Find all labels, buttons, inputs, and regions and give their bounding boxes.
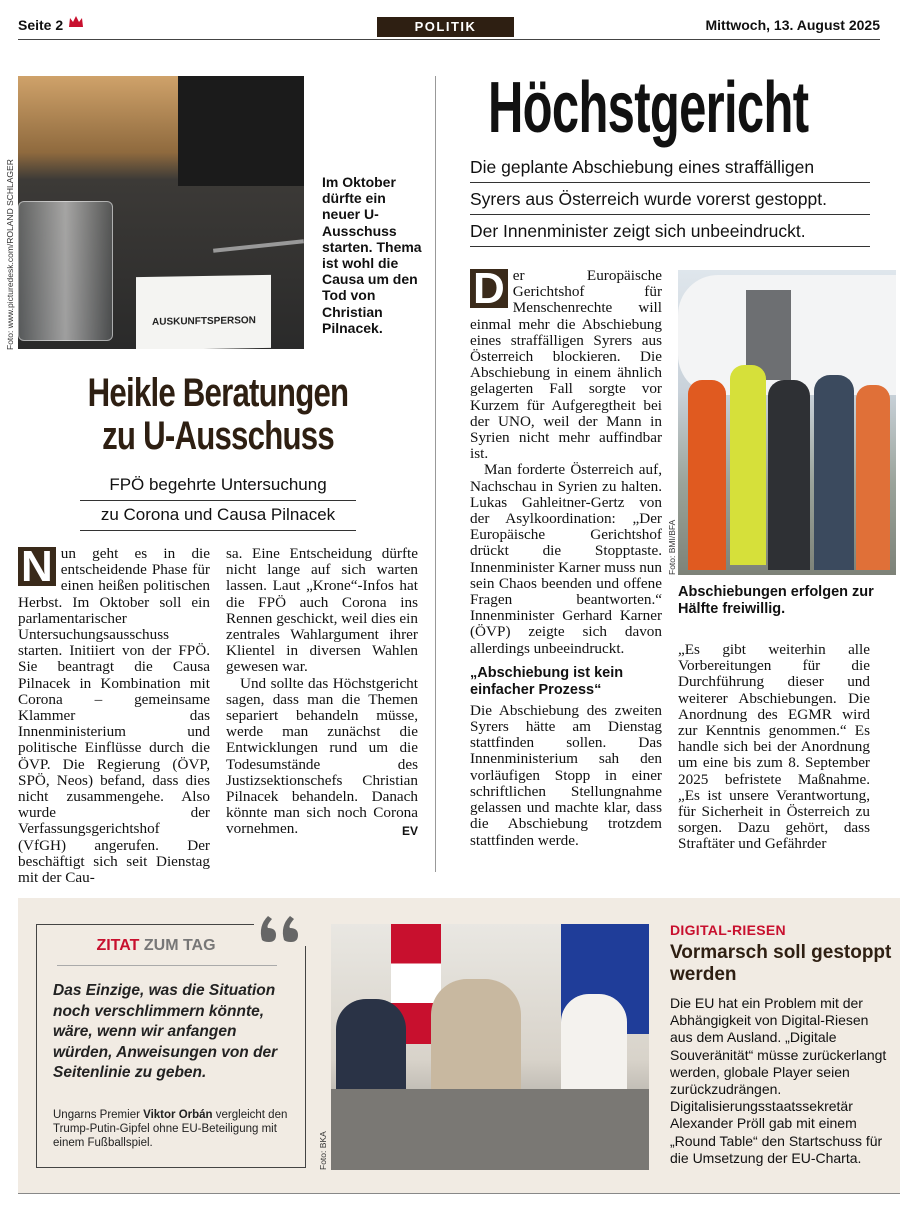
quote-label-gray: ZUM TAG <box>143 937 216 954</box>
left-article-col1 <box>18 542 210 887</box>
photo-person-3 <box>768 380 810 570</box>
photo-sign-text: AUSKUNFTSPERSON <box>152 315 256 328</box>
left-subheads <box>80 472 356 531</box>
right-col1-p1: er Europäische Gerichtshof für Menschenrechte will einmal mehr die Abschiebung eines straffälligen Syrers aus Österreich blockieren. Die Abschiebung in einem ähnlich gelagerten Fall sorgte vor Kurzem für Aufgeregtheit bei der UNO, weil der Mann in Syrien nicht mehr auffindbar ist. <box>470 267 662 463</box>
right-photo-credit: Foto: BMI/BFA <box>667 519 677 575</box>
photo-sign <box>136 275 271 349</box>
photo-person-4 <box>814 375 854 570</box>
left-col2-p2: Und sollte das Höchstgericht sagen, dass man die Themen separiert behandeln müsse, werde man zunächst die Entwicklungen rund um die Todesumstände des Justizsektionschefs Christian Pilnacek behandeln. Danach könnte man sich noch Corona vornehmen. <box>226 674 418 838</box>
right-article-col2 <box>678 642 870 853</box>
right-col1-p3: Die Abschiebung des zweiten Syrers hätte am Dienstag stattfinden sollen. Das Innenministerium sah den vorläufigen Stopp in einer schriftlichen Stellungnahme gelassen und machte klar, dass die Abschiebung trotzdem stattfinden werde. <box>470 701 662 849</box>
photo-table <box>331 1089 649 1170</box>
page-date: Mittwoch, 13. August 2025 <box>705 17 880 33</box>
photo-glass <box>18 201 113 341</box>
quote-text: Das Einzige, was die Situation noch verschlimmern könnte, wäre, wenn wir anfangen würden, Anweisungen von der Seitenlinie zu geben. <box>53 982 278 1081</box>
photo-window <box>178 76 304 186</box>
quote-attrib-post: vergleicht den Trump-Putin-Gipfel ohne EU-Beteiligung mit einem Fußballspiel. <box>53 1109 288 1149</box>
left-headline-line2: zu U-Ausschuss <box>102 414 334 458</box>
quote-box <box>36 924 306 1168</box>
column-divider <box>435 76 436 872</box>
abschiebung-photo <box>678 270 896 575</box>
right-col1-p2: Man forderte Österreich auf, Nachschau in Syrien zu halten. Lukas Gahleitner-Gertz von der Asylkoordination: „Der Europäische Gerichtshof drückt die Stopptaste. Innenminister Karner muss nun sein Chaos beenden und offene Fragen beantworten.“ Innenminister Gerhard Karner (ÖVP) zeigte sich davon allerdings unbeeindruckt. <box>470 461 662 657</box>
left-headline <box>18 372 418 458</box>
left-dropcap: N <box>18 547 56 586</box>
digital-kicker: DIGITAL-RIESEN <box>670 922 786 938</box>
photo-person-right <box>561 994 627 1099</box>
meeting-photo <box>331 924 649 1170</box>
left-subhead-1: FPÖ begehrte Untersuchung <box>80 472 356 501</box>
page-number: Seite 2 <box>18 17 64 33</box>
right-photo-caption: Abschiebungen erfolgen zur Hälfte freiwillig. <box>678 584 874 617</box>
quote-label <box>37 937 275 955</box>
right-col1-subhead: „Abschiebung ist kein einfacher Prozess“ <box>470 664 624 698</box>
header-rule <box>18 39 880 40</box>
meeting-photo-credit: Foto: BKA <box>318 1131 328 1170</box>
section-label-text: POLITIK <box>414 19 477 34</box>
right-subhead-3: Der Innenminister zeigt sich unbeeindruckt. <box>470 215 870 247</box>
left-photo-credit: Foto: www.picturedesk.com/ROLAND SCHLAGER <box>5 159 15 350</box>
left-article-col2 <box>226 546 418 839</box>
right-subhead-2: Syrers aus Österreich wurde vorerst gestoppt. <box>470 183 870 215</box>
left-col2-p1: sa. Eine Entscheidung dürfte nicht lange auf sich warten lassen. Laut „Krone“-Infos hat die FPÖ auch Corona ins Rennen geschickt, weil dies ein zentrales Wahlargument ihrer Klientel in diversen Wahlen gewesen war. <box>226 545 418 676</box>
left-col1-text: un geht es in die entscheidende Phase für einen heißen politischen Herbst. Im Oktober soll ein parlamentarischer Untersuchungsausschuss starten. Initiiert von der FPÖ. Sie beantragt die Causa Pilnacek in Kombination mit Corona – gemeinsame Klammer das Innenministerium und politische Einflüsse durch die ÖVP. Die Regierung (ÖVP, SPÖ, Neos) befand, dass dies nicht zusammengehe. Also wurde der Verfassungsgerichtshof (VfGH) angerufen. Der beschäftigt sich seit Dienstag mit der Cau- <box>18 545 210 887</box>
photo-person-left <box>336 999 406 1099</box>
left-headline-line1: Heikle Beratungen <box>87 371 349 415</box>
digital-headline: Vormarsch soll gestoppt werden <box>670 942 892 985</box>
page-header <box>18 0 900 40</box>
photo-person-middle <box>431 979 521 1099</box>
quote-label-rule <box>57 965 277 966</box>
right-article-col1 <box>470 264 662 849</box>
quote-attrib-pre: Ungarns Premier <box>53 1109 144 1121</box>
digital-body: Die EU hat ein Problem mit der Abhängigkeit von Digital-Riesen aus dem Ausland. „Digitale Souveränität“ müsse zurückerlangt werden, globale Player seien zurückzudrängen. Digitalisierungsstaatssekretär Alexander Pröll gab mit einem „Round Table“ den Startschuss für die Umsetzung der EU-Charta. <box>670 995 887 1166</box>
photo-person-1 <box>688 380 726 570</box>
right-dropcap: D <box>470 269 508 308</box>
left-photo-caption: Im Oktober dürfte ein neuer U-Ausschuss starten. Thema ist wohl die Causa um den Tod von Christian Pilnacek. <box>322 174 422 336</box>
crown-icon <box>68 15 84 34</box>
quote-label-red: ZITAT <box>96 937 140 954</box>
quote-attribution <box>53 1108 293 1150</box>
left-subhead-2: zu Corona und Causa Pilnacek <box>80 501 356 531</box>
quote-attrib-name: Viktor Orbán <box>143 1109 213 1121</box>
right-headline: Höchstgericht <box>488 68 809 148</box>
photo-person-2 <box>730 365 766 565</box>
right-subhead-1: Die geplante Abschiebung eines straffälligen <box>470 155 870 183</box>
right-subheads <box>470 155 870 247</box>
left-author: EV <box>401 823 418 838</box>
section-label <box>377 17 514 37</box>
quote-marks-icon <box>254 906 310 946</box>
bottom-box <box>18 898 900 1194</box>
right-col2-text: „Es gibt weiterhin alle Vorbereitungen für die Durchführung dieser und weiterer Abschiebungen. Die Anordnung des EGMR wird zur Kenntnis genommen.“ Es handle sich bei der Anordnung um eine bis zum 8. September 2025 befristete Maßnahme. „Es ist unsere Verantwortung, für Sicherheit in Österreich zu sorgen. Dazu gehört, dass Straftäter und Gefährder <box>678 641 870 853</box>
ausschuss-photo <box>18 76 304 349</box>
photo-mic <box>213 239 304 252</box>
photo-person-5 <box>856 385 890 570</box>
